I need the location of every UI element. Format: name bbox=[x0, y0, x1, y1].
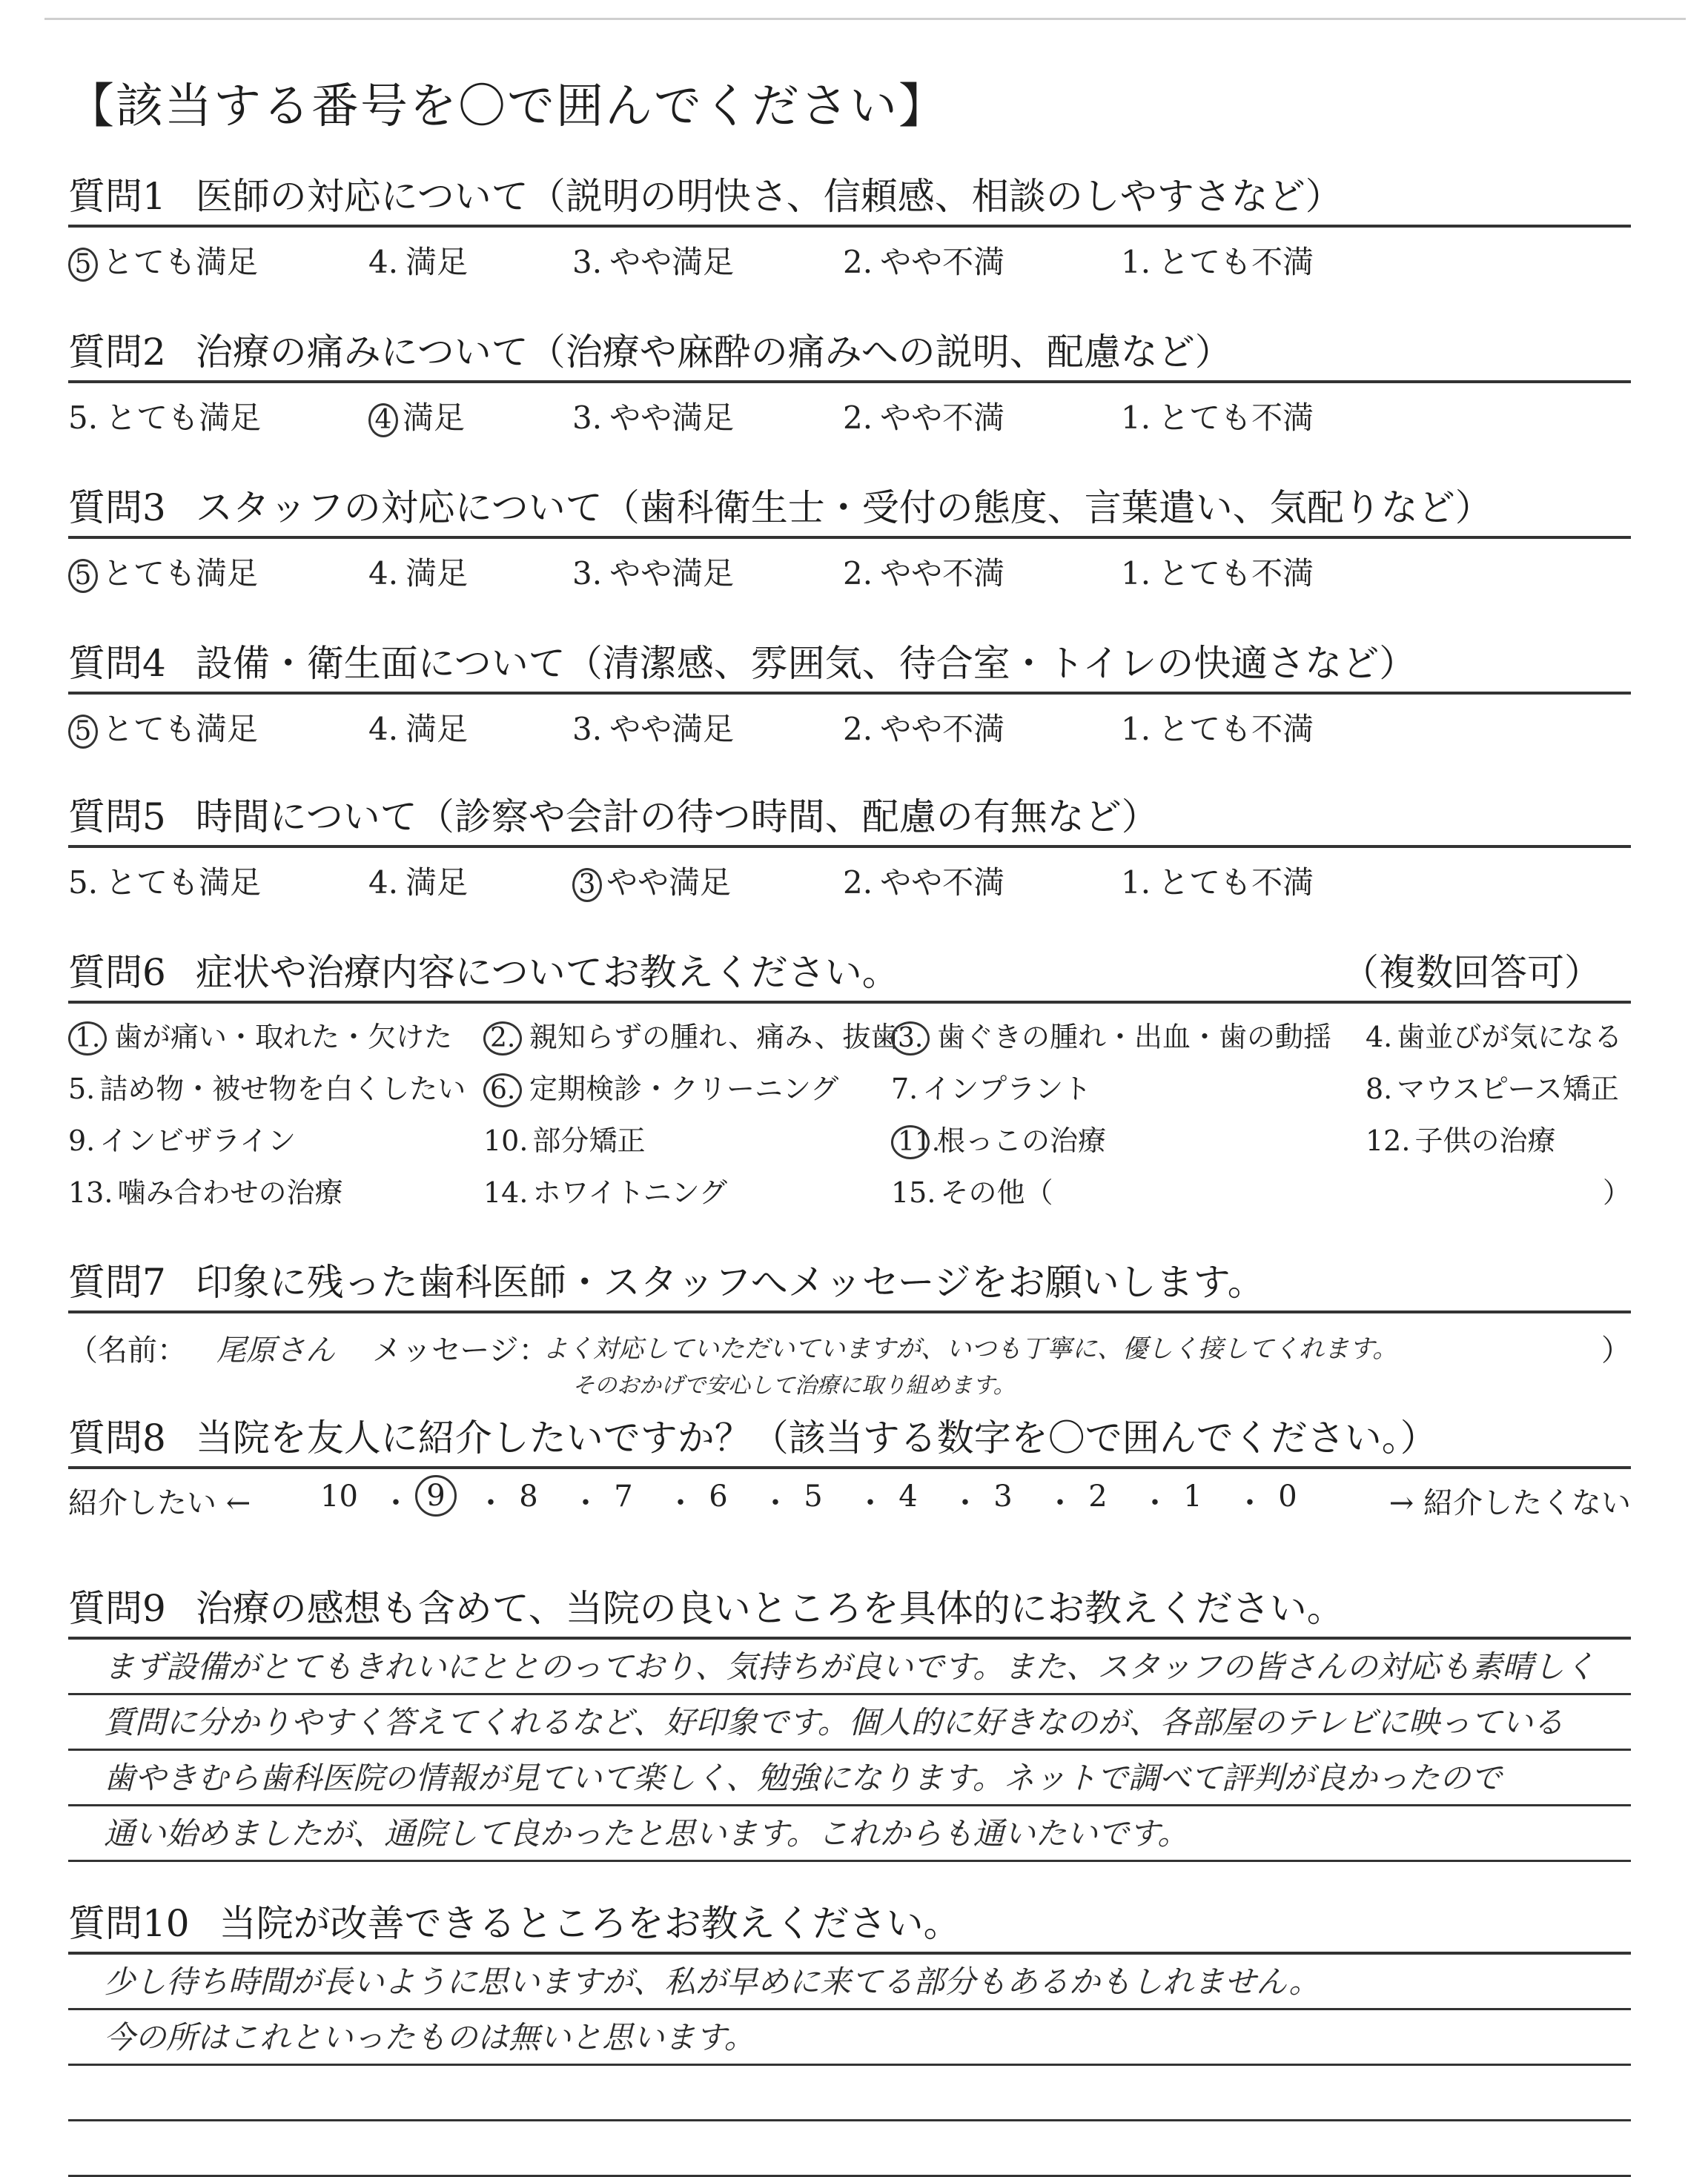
scale-separator: ・ bbox=[761, 1486, 790, 1520]
rating-option[interactable] bbox=[843, 705, 1004, 749]
rating-option[interactable] bbox=[843, 858, 1004, 903]
option-number: 3. bbox=[572, 711, 603, 747]
answer-lines bbox=[68, 1952, 1631, 2177]
top-border bbox=[44, 18, 1686, 20]
option-number: 1. bbox=[1121, 555, 1151, 592]
handwritten-answer: まず設備がとてもきれいにととのっており、気持ちが良いです。また、スタッフの皆さんの対応も素晴しく bbox=[104, 1649, 1596, 1685]
treatment-option[interactable] bbox=[68, 1118, 296, 1159]
scale-point[interactable]: 4 bbox=[898, 1480, 918, 1514]
option-label: やや不満 bbox=[880, 400, 1005, 436]
divider bbox=[68, 1001, 1631, 1004]
treatment-option[interactable] bbox=[483, 1014, 899, 1056]
option-label: マウスピース矯正 bbox=[1397, 1073, 1619, 1105]
option-number: 4. bbox=[1366, 1021, 1393, 1053]
treatment-option[interactable] bbox=[483, 1118, 645, 1159]
scale-separator: ・ bbox=[1140, 1486, 1170, 1520]
question-number: 質問3 bbox=[68, 486, 166, 529]
treatment-option[interactable] bbox=[68, 1170, 342, 1210]
option-number: 4. bbox=[368, 555, 399, 592]
scale-point[interactable]: 9 bbox=[415, 1475, 457, 1517]
question-2 bbox=[68, 322, 1631, 438]
option-number: 3. bbox=[572, 555, 603, 592]
treatment-option[interactable] bbox=[483, 1170, 727, 1210]
option-number: 4 bbox=[368, 403, 398, 437]
option-number: 7. bbox=[891, 1073, 918, 1105]
rating-option[interactable] bbox=[368, 549, 468, 594]
scale-point[interactable]: 3 bbox=[993, 1480, 1013, 1514]
question-text: 時間について（診察や会計の待つ時間、配慮の有無など） bbox=[195, 795, 1159, 838]
rating-option[interactable] bbox=[1121, 394, 1314, 438]
option-number: 1. bbox=[1121, 864, 1151, 901]
option-number: 9. bbox=[68, 1124, 96, 1157]
option-label: とても満足 bbox=[102, 555, 259, 592]
option-label: とても不満 bbox=[1158, 400, 1314, 436]
handwritten-answer: 歯やきむら歯科医院の情報が見ていて楽しく、勉強になります。ネットで調べて評判が良かったので bbox=[104, 1760, 1502, 1796]
option-number: 4. bbox=[368, 711, 399, 747]
question-number: 質問9 bbox=[68, 1587, 166, 1630]
scale-point[interactable]: 0 bbox=[1278, 1480, 1297, 1514]
option-number: 6. bbox=[483, 1073, 522, 1107]
option-label: 部分矯正 bbox=[532, 1124, 646, 1157]
message-row bbox=[68, 1321, 1631, 1402]
option-label: とても満足 bbox=[105, 400, 262, 436]
option-label: やや満足 bbox=[606, 864, 732, 901]
rating-option[interactable] bbox=[1121, 858, 1314, 903]
treatment-option[interactable] bbox=[891, 1118, 1106, 1159]
option-label: 満足 bbox=[406, 864, 469, 901]
question-7 bbox=[68, 1253, 1631, 1402]
message-label: メッセージ： bbox=[372, 1333, 549, 1368]
divider bbox=[68, 692, 1631, 695]
question-number: 質問6 bbox=[68, 951, 166, 994]
option-number: 3. bbox=[572, 244, 603, 280]
scale-point[interactable]: 8 bbox=[519, 1480, 538, 1514]
treatment-option[interactable] bbox=[891, 1066, 1091, 1107]
option-label: 詰め物・被せ物を白くしたい bbox=[99, 1073, 466, 1105]
question-text: スタッフの対応について（歯科衛生士・受付の態度、言葉遣い、気配りなど） bbox=[195, 486, 1492, 529]
rating-option[interactable] bbox=[68, 238, 258, 282]
option-label: ホワイトニング bbox=[532, 1176, 728, 1209]
option-label: とても不満 bbox=[1158, 864, 1314, 901]
question-title bbox=[68, 167, 1631, 220]
rating-option[interactable] bbox=[572, 705, 734, 749]
option-label: インプラント bbox=[922, 1073, 1092, 1105]
question-number: 質問4 bbox=[68, 642, 166, 685]
question-text: 治療の痛みについて（治療や麻酔の痛みへの説明、配慮など） bbox=[195, 331, 1232, 374]
option-label: 定期検診・クリーニング bbox=[529, 1073, 839, 1105]
answer-line bbox=[68, 1955, 1631, 2010]
scale-point[interactable]: 7 bbox=[614, 1480, 633, 1514]
rating-option[interactable] bbox=[68, 549, 258, 594]
option-number: 4. bbox=[368, 864, 399, 901]
rating-options bbox=[68, 858, 1631, 903]
option-number: 1. bbox=[1121, 711, 1151, 747]
close-paren: ） bbox=[1601, 1333, 1631, 1368]
treatment-option[interactable] bbox=[1366, 1014, 1622, 1055]
treatment-option[interactable] bbox=[891, 1014, 1331, 1056]
option-label: 子供の治療 bbox=[1414, 1124, 1556, 1157]
question-text: 症状や治療内容についてお教えください。 bbox=[195, 951, 899, 994]
option-number: 1. bbox=[1121, 400, 1151, 436]
option-number: 15. bbox=[891, 1176, 936, 1209]
name-label: （名前： bbox=[68, 1333, 187, 1368]
scale-separator: ・ bbox=[571, 1486, 600, 1520]
rating-option[interactable] bbox=[368, 858, 468, 903]
question-number: 質問7 bbox=[68, 1261, 166, 1304]
question-text: 印象に残った歯科医師・スタッフへメッセージをお願いします。 bbox=[195, 1261, 1265, 1304]
question-title bbox=[68, 322, 1631, 376]
rating-option[interactable] bbox=[572, 238, 734, 282]
scale-separator: ・ bbox=[476, 1486, 506, 1520]
option-number: 5. bbox=[68, 400, 99, 436]
option-number: 5 bbox=[68, 715, 98, 749]
option-number: 3 bbox=[572, 868, 602, 902]
question-10 bbox=[68, 1894, 1631, 2177]
option-label: やや満足 bbox=[609, 555, 735, 592]
question-3 bbox=[68, 478, 1631, 594]
answer-line bbox=[68, 1751, 1631, 1806]
message-line-2: そのおかげで安心して治療に取り組めます。 bbox=[572, 1373, 1016, 1399]
option-label: インビザライン bbox=[99, 1124, 297, 1157]
question-9-title bbox=[68, 1579, 1631, 1632]
handwritten-answer: 少し待ち時間が長いように思いますが、私が早めに来てる部分もあるかもしれません。 bbox=[104, 1964, 1320, 2000]
option-number: 5. bbox=[68, 1073, 96, 1105]
question-9 bbox=[68, 1579, 1631, 1862]
treatment-option[interactable] bbox=[68, 1014, 452, 1056]
recommend-scale bbox=[68, 1480, 1631, 1527]
question-number: 質問5 bbox=[68, 795, 166, 838]
answer-line bbox=[68, 1640, 1631, 1695]
question-note: （複数回答可） bbox=[1342, 951, 1601, 994]
question-number: 質問1 bbox=[68, 175, 166, 218]
name-value: 尾原さん bbox=[216, 1333, 335, 1368]
question-title bbox=[68, 787, 1631, 841]
message-line-1: よく対応していただいていますが、いつも丁寧に、優しく接してくれます。 bbox=[543, 1334, 1398, 1364]
treatment-option[interactable] bbox=[1366, 1118, 1555, 1159]
option-number: 13. bbox=[68, 1176, 113, 1209]
treatment-option[interactable] bbox=[1366, 1066, 1619, 1107]
question-8 bbox=[68, 1408, 1631, 1527]
question-8-title bbox=[68, 1408, 1631, 1462]
option-label: やや不満 bbox=[880, 555, 1005, 592]
answer-line bbox=[68, 1806, 1631, 1862]
question-10-title bbox=[68, 1894, 1631, 1947]
divider bbox=[68, 1310, 1631, 1313]
answer-line bbox=[68, 1695, 1631, 1751]
rating-option[interactable] bbox=[368, 394, 465, 438]
option-label: とても不満 bbox=[1158, 711, 1314, 747]
rating-option[interactable] bbox=[843, 238, 1004, 282]
question-text: 設備・衛生面について（清潔感、雰囲気、待合室・トイレの快適さなど） bbox=[195, 642, 1417, 685]
option-label: 歯並びが気になる bbox=[1397, 1021, 1623, 1053]
rating-option[interactable] bbox=[1121, 549, 1314, 594]
treatment-option[interactable] bbox=[483, 1066, 838, 1107]
scale-separator: ・ bbox=[666, 1486, 695, 1520]
option-number: 3. bbox=[891, 1021, 930, 1056]
question-title bbox=[68, 478, 1631, 531]
option-label: やや不満 bbox=[880, 711, 1005, 747]
answer-lines bbox=[68, 1637, 1631, 1862]
question-number: 質問8 bbox=[68, 1416, 166, 1459]
divider bbox=[68, 536, 1631, 539]
handwritten-answer: 今の所はこれといったものは無いと思います。 bbox=[104, 2019, 755, 2055]
option-label: 満足 bbox=[403, 400, 466, 436]
option-number: 14. bbox=[483, 1176, 529, 1209]
question-text: 当院が改善できるところをお教えください。 bbox=[219, 1902, 961, 1945]
rating-options bbox=[68, 549, 1631, 594]
question-number: 質問10 bbox=[68, 1902, 190, 1945]
rating-option[interactable] bbox=[572, 858, 731, 903]
option-number: 5. bbox=[68, 864, 99, 901]
option-label: とても満足 bbox=[102, 711, 259, 747]
answer-line bbox=[68, 2121, 1631, 2177]
question-title bbox=[68, 634, 1631, 687]
option-label: とても不満 bbox=[1158, 555, 1314, 592]
scale-point[interactable]: 10 bbox=[320, 1480, 358, 1514]
divider bbox=[68, 380, 1631, 383]
rating-option[interactable] bbox=[368, 238, 468, 282]
option-label: 根っこの治療 bbox=[937, 1124, 1107, 1157]
divider bbox=[68, 225, 1631, 228]
treatment-option[interactable] bbox=[68, 1066, 466, 1107]
other-close-paren: ） bbox=[1602, 1176, 1631, 1209]
option-number: 8. bbox=[1366, 1073, 1393, 1105]
page-header: 【該当する番号を〇で囲んでください】 bbox=[67, 79, 947, 134]
question-6-title bbox=[68, 943, 1631, 996]
scale-point[interactable]: 6 bbox=[709, 1480, 728, 1514]
option-number: 2. bbox=[843, 555, 873, 592]
rating-option[interactable] bbox=[68, 394, 261, 438]
question-7-title bbox=[68, 1253, 1631, 1306]
option-label: やや不満 bbox=[880, 244, 1005, 280]
option-label: やや不満 bbox=[880, 864, 1005, 901]
scale-point[interactable]: 5 bbox=[804, 1480, 823, 1514]
rating-option[interactable] bbox=[368, 705, 468, 749]
scale-separator: ・ bbox=[950, 1486, 980, 1520]
option-label: 噛み合わせの治療 bbox=[117, 1176, 343, 1209]
question-5 bbox=[68, 787, 1631, 903]
answer-line bbox=[68, 2066, 1631, 2121]
rating-option[interactable] bbox=[1121, 238, 1314, 282]
option-label: 満足 bbox=[406, 711, 469, 747]
option-label: やや満足 bbox=[609, 244, 735, 280]
question-6 bbox=[68, 943, 1631, 1236]
rating-option[interactable] bbox=[572, 549, 734, 594]
option-number: 2. bbox=[843, 400, 873, 436]
treatment-option[interactable] bbox=[891, 1170, 1053, 1210]
option-label: 満足 bbox=[406, 555, 469, 592]
option-number: 5 bbox=[68, 559, 98, 593]
option-label: 歯ぐきの腫れ・出血・歯の動揺 bbox=[937, 1021, 1332, 1053]
rating-option[interactable] bbox=[68, 705, 258, 749]
question-text: 医師の対応について（説明の明快さ、信頼感、相談のしやすさなど） bbox=[195, 175, 1343, 218]
divider bbox=[68, 1466, 1631, 1469]
option-number: 10. bbox=[483, 1124, 529, 1157]
option-number: 4. bbox=[368, 244, 399, 280]
option-label: 満足 bbox=[406, 244, 469, 280]
scale-point[interactable]: 1 bbox=[1183, 1480, 1202, 1514]
option-label: 親知らずの腫れ、痛み、抜歯 bbox=[529, 1021, 899, 1053]
option-number: 1. bbox=[1121, 244, 1151, 280]
question-text: 当院を友人に紹介したいですか？（該当する数字を〇で囲んでください。） bbox=[195, 1416, 1437, 1459]
question-text: 治療の感想も含めて、当院の良いところを具体的にお教えください。 bbox=[195, 1587, 1344, 1630]
option-number: 2. bbox=[483, 1021, 522, 1056]
scale-separator: ・ bbox=[1045, 1486, 1075, 1520]
rating-options bbox=[68, 705, 1631, 749]
option-label: とても満足 bbox=[105, 864, 262, 901]
divider bbox=[68, 845, 1631, 848]
option-label: とても不満 bbox=[1158, 244, 1314, 280]
option-number: 12. bbox=[1366, 1124, 1411, 1157]
option-number: 11. bbox=[891, 1125, 930, 1159]
option-label: その他（ bbox=[940, 1176, 1053, 1209]
option-number: 2. bbox=[843, 244, 873, 280]
option-label: やや満足 bbox=[609, 711, 735, 747]
handwritten-answer: 通い始めましたが、通院して良かったと思います。これからも通いたいです。 bbox=[104, 1815, 1189, 1852]
option-label: 歯が痛い・取れた・欠けた bbox=[114, 1021, 453, 1053]
option-number: 3. bbox=[572, 400, 603, 436]
option-label: やや満足 bbox=[609, 400, 735, 436]
rating-option[interactable] bbox=[843, 394, 1004, 438]
option-number: 1. bbox=[68, 1021, 107, 1056]
option-label: とても満足 bbox=[102, 244, 259, 280]
rating-option[interactable] bbox=[843, 549, 1004, 594]
question-1 bbox=[68, 167, 1631, 282]
scale-right-label: → 紹介したくない bbox=[1388, 1486, 1631, 1520]
rating-options bbox=[68, 238, 1631, 282]
scale-point[interactable]: 2 bbox=[1088, 1480, 1108, 1514]
rating-options bbox=[68, 394, 1631, 438]
answer-line bbox=[68, 2010, 1631, 2066]
scale-separator: ・ bbox=[855, 1486, 885, 1520]
question-number: 質問2 bbox=[68, 331, 166, 374]
handwritten-answer: 質問に分かりやすく答えてくれるなど、好印象です。個人的に好きなのが、各部屋のテレビに映っている bbox=[104, 1704, 1564, 1740]
option-number: 2. bbox=[843, 711, 873, 747]
rating-option[interactable] bbox=[572, 394, 734, 438]
option-number: 5 bbox=[68, 248, 98, 282]
scale-separator: ・ bbox=[381, 1486, 411, 1520]
question-4 bbox=[68, 634, 1631, 749]
scale-left-label: 紹介したい ← bbox=[68, 1486, 251, 1520]
rating-option[interactable] bbox=[1121, 705, 1314, 749]
option-number: 2. bbox=[843, 864, 873, 901]
treatment-options bbox=[68, 1014, 1631, 1236]
rating-option[interactable] bbox=[68, 858, 261, 903]
scale-separator: ・ bbox=[1235, 1486, 1265, 1520]
